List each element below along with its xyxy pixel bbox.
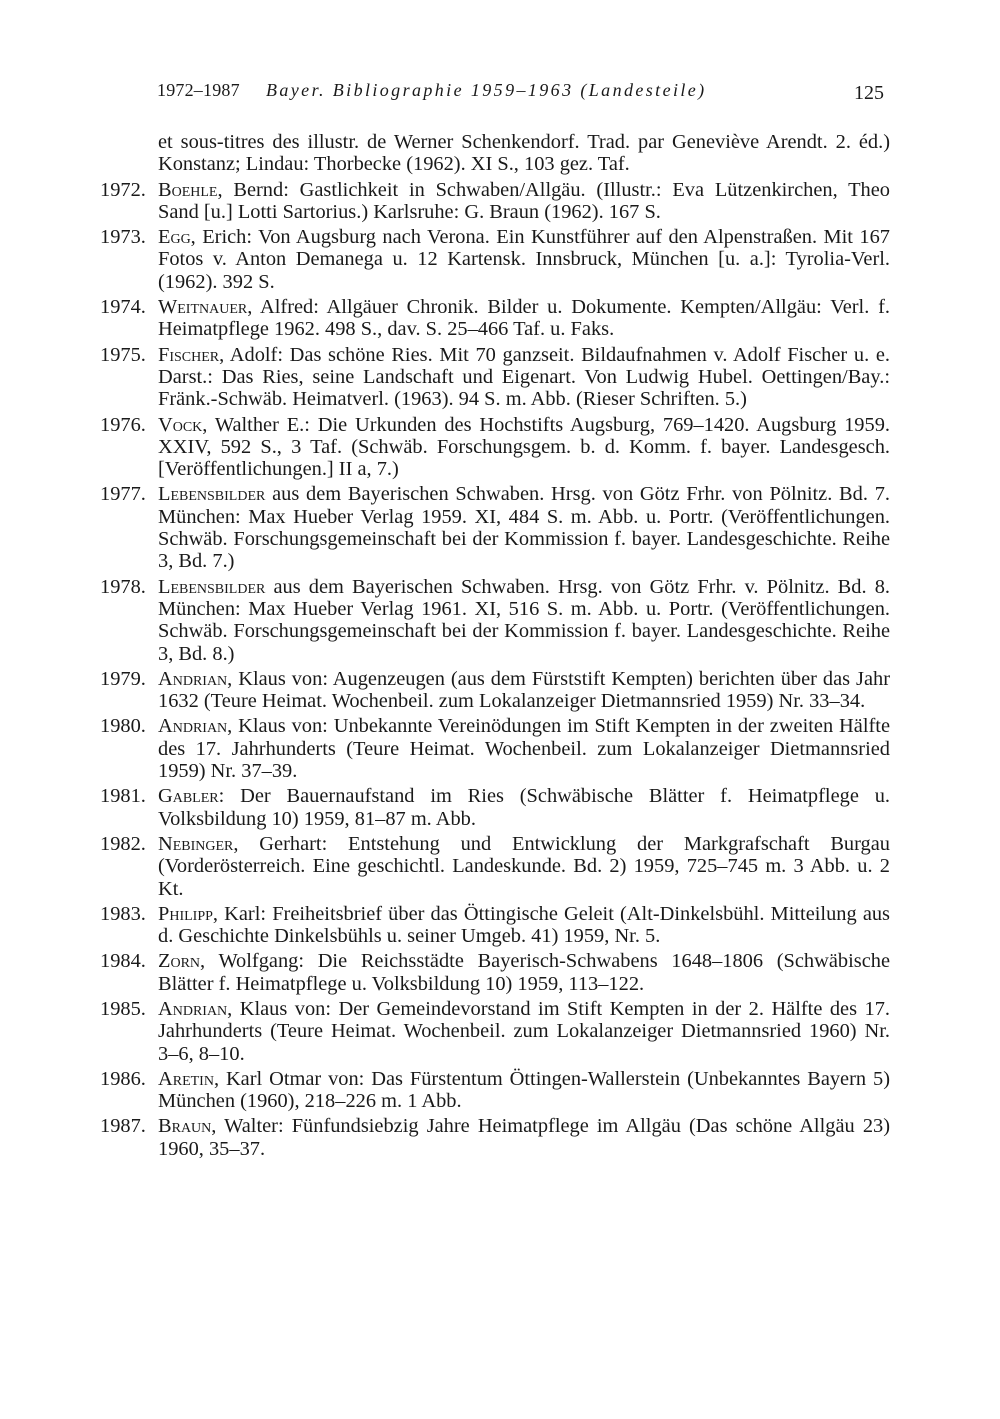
entry-text: Alfred: Allgäuer Chronik. Bilder u. Dokumente. Kempten/Allgäu: Verl. f. Heimatpflege 1962. 498 S., dav. S. 25–466 Taf. u. Faks.: [158, 296, 890, 341]
entry-author: Lebensbilder: [158, 575, 266, 598]
entry-number: 1982.: [100, 832, 146, 855]
entry-number: 1985.: [100, 997, 146, 1020]
entry-author: Andrian,: [158, 997, 233, 1020]
page-number: 125: [854, 82, 884, 104]
running-head: [157, 78, 884, 108]
entry-number: 1975.: [100, 343, 146, 366]
bibliography-body: [100, 131, 890, 1160]
bibliography-entry: [100, 226, 890, 293]
bibliography-entry: [100, 343, 890, 411]
entry-text: Karl Otmar von: Das Fürstentum Öttingen-Wallerstein (Unbekanntes Bayern 5) München (1960), 218–226 m. 1 Abb.: [158, 1067, 890, 1113]
bibliography-entry: [100, 715, 890, 783]
continued-entry-text: et sous-titres des illustr. de Werner Schenkendorf. Trad. par Geneviève Arendt. 2. éd.) Konstanz; Lindau: Thorbecke (1962). XI S., 103 gez. Taf.: [158, 131, 890, 176]
entry-number: 1979.: [100, 667, 146, 690]
entry-author: Nebinger,: [158, 832, 239, 855]
entry-author: Zorn,: [158, 950, 206, 973]
bibliography-entry: [100, 950, 890, 995]
entry-text: Erich: Von Augsburg nach Verona. Ein Kunstführer auf den Alpenstraßen. Mit 167 Fotos v. Anton Demanega u. 12 Kartensk. Innsbruck, München [u. a.]: Tyrolia-Verl. (1962). 392 S.: [158, 226, 890, 293]
entry-author: Andrian,: [158, 715, 233, 738]
entry-author: Egg,: [158, 226, 196, 249]
entry-text: aus dem Bayerischen Schwaben. Hrsg. von Götz Frhr. v. Pölnitz. Bd. 8. München: Max Hueber Verlag 1961. XI, 516 S. m. Abb. u. Portr. (Veröffentlichungen. Schwäb. Forschungsgemeinschaft bei der Kommission f. bayer. Landesgeschichte. Reihe 3, Bd. 8.): [158, 575, 890, 665]
entry-number: 1987.: [100, 1115, 146, 1138]
bibliography-entry: [100, 483, 890, 573]
entry-text: Walther E.: Die Urkunden des Hochstifts Augsburg, 769–1420. Augsburg 1959. XXIV, 592 S., 3 Taf. (Schwäb. Forschungsgem. b. d. Komm. f. bayer. Landesgesch. [Veröffentlichungen.] II a, 7.): [158, 413, 890, 481]
entry-author: Braun,: [158, 1115, 217, 1138]
bibliography-entry: [100, 1067, 890, 1113]
bibliography-entry: [100, 997, 890, 1065]
bibliography-entry: [100, 296, 890, 341]
entry-text: Klaus von: Unbekannte Vereinödungen im Stift Kempten in der zweiten Hälfte des 17. Jahrhunderts (Teure Heimat. Wochenbeil. zum Lokalanzeiger Dietmannsried 1959) Nr. 37–39.: [158, 715, 890, 783]
entry-text: aus dem Bayerischen Schwaben. Hrsg. von Götz Frhr. von Pölnitz. Bd. 7. München: Max Hueber Verlag 1959. XI, 484 S. m. Abb. u. Portr. (Veröffentlichungen. Schwäb. Forschungsgemeinschaft bei der Kommission f. bayer. Landesgeschichte. Reihe 3, Bd. 7.): [158, 483, 890, 573]
entry-number: 1980.: [100, 715, 146, 738]
entry-author: Andrian,: [158, 667, 233, 690]
bibliography-entry: [100, 785, 890, 830]
entry-number: 1976.: [100, 413, 146, 436]
bibliography-entry: [100, 413, 890, 481]
entry-author: Aretin,: [158, 1067, 220, 1090]
entry-author: Lebensbilder: [158, 483, 266, 506]
entry-author: Philipp,: [158, 902, 218, 925]
entry-number: 1973.: [100, 226, 146, 249]
entry-author: Weitnauer,: [158, 296, 253, 319]
entry-number: 1974.: [100, 296, 146, 319]
entry-text: Bernd: Gastlichkeit in Schwaben/Allgäu. (Illustr.: Eva Lützenkirchen, Theo Sand [u.] Lotti Sartorius.) Karlsruhe: G. Braun (1962). 167 S.: [158, 178, 890, 223]
entry-text: Gerhart: Entstehung und Entwicklung der Markgrafschaft Burgau (Vorderösterreich. Eine geschichtl. Landeskunde. Bd. 2) 1959, 725–745 m. 3 Abb. u. 2 Kt.: [158, 832, 890, 900]
entry-text: Walter: Fünfundsiebzig Jahre Heimatpflege im Allgäu (Das schöne Allgäu 23) 1960, 35–37.: [158, 1115, 890, 1160]
entry-number: 1981.: [100, 785, 146, 808]
bibliography-entry: [100, 667, 890, 713]
bibliography-entry: [100, 832, 890, 900]
entry-text: Klaus von: Der Gemeindevorstand im Stift Kempten in der 2. Hälfte des 17. Jahrhunderts (Teure Heimat. Wochenbeil. zum Lokalanzeiger Dietmannsried 1960) Nr. 3–6, 8–10.: [158, 997, 890, 1065]
bibliography-entry: [100, 575, 890, 665]
entry-number: 1972.: [100, 178, 146, 201]
entry-number: 1977.: [100, 483, 146, 506]
running-title: Bayer. Bibliographie 1959–1963 (Landesteile): [266, 80, 707, 100]
bibliography-entry: [100, 1115, 890, 1160]
entry-text: Klaus von: Augenzeugen (aus dem Fürststift Kempten) berichten über das Jahr 1632 (Teure Heimat. Wochenbeil. zum Lokalanzeiger Dietmannsried 1959) Nr. 33–34.: [158, 667, 890, 713]
entry-text: Der Bauernaufstand im Ries (Schwäbische Blätter f. Heimatpflege u. Volksbildung 10) 1959, 81–87 m. Abb.: [158, 785, 890, 830]
entry-author: Vock,: [158, 413, 208, 436]
entry-number: 1978.: [100, 575, 146, 598]
entry-author: Fischer,: [158, 343, 225, 366]
entry-number: 1986.: [100, 1067, 146, 1090]
bibliography-entry: [100, 178, 890, 224]
entry-number: 1983.: [100, 902, 146, 925]
entry-author: Boehle,: [158, 178, 223, 201]
entry-text: Adolf: Das schöne Ries. Mit 70 ganzseit. Bildaufnahmen v. Adolf Fischer u. e. Darst.: Das Ries, seine Landschaft und Eigenart. Von Ludwig Hubel. Oettingen/Bay.: Fränk.-Schwäb. Heimatverl. (1963). 94 S. m. Abb. (Rieser Schriften. 5.): [158, 343, 890, 411]
bibliography-entry: [100, 902, 890, 948]
entry-text: Karl: Freiheitsbrief über das Öttingische Geleit (Alt-Dinkelsbühl. Mitteilung aus d. Geschichte Dinkelsbühls u. seiner Umgeb. 41) 1959, Nr. 5.: [158, 902, 890, 948]
entry-number: 1984.: [100, 950, 146, 973]
entry-range: 1972–1987: [157, 80, 240, 100]
entry-text: Wolfgang: Die Reichsstädte Bayerisch-Schwabens 1648–1806 (Schwäbische Blätter f. Heimatpflege u. Volksbildung 10) 1959, 113–122.: [158, 950, 890, 995]
entry-author: Gabler:: [158, 785, 225, 808]
